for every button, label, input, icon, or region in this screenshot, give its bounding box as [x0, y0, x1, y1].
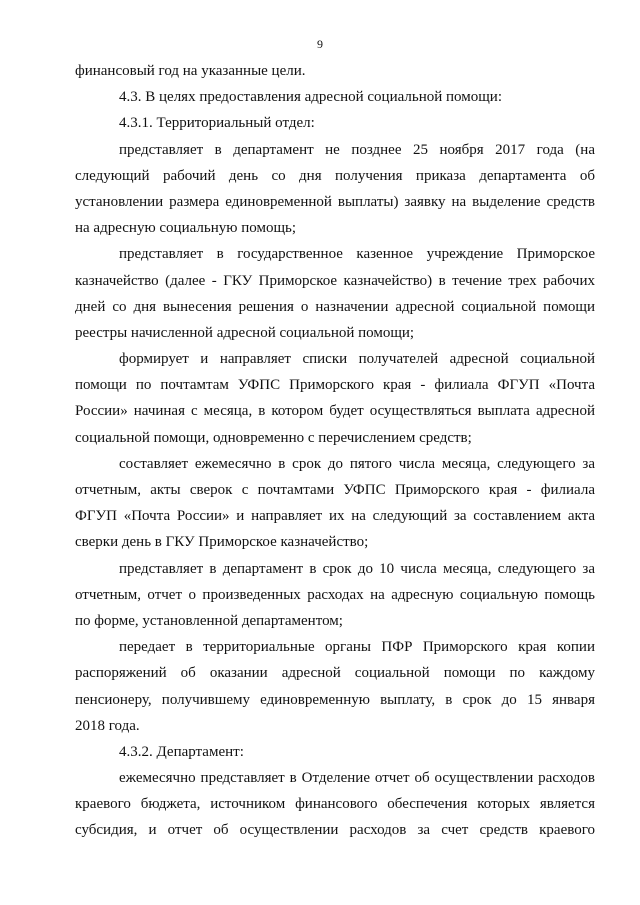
text-line: реестры начисленной адресной социальной помощи; — [75, 324, 415, 341]
text-line: казначейство (далее - ГКУ Приморское казначейство) в течение трех рабочих — [75, 272, 595, 289]
text-line: социальной помощи, одновременно с перечислением средств; — [75, 429, 472, 446]
text-line: распоряжений об оказании адресной социальной помощи по каждому — [75, 665, 595, 682]
text-line: на адресную социальную помощь; — [75, 220, 297, 237]
text-line: следующий рабочий день со дня получения приказа департамента об — [75, 167, 595, 184]
text-line: отчетным, акты сверок с почтамтами УФПС Приморского края - филиала — [75, 482, 595, 498]
text-line: 2018 года. — [75, 717, 140, 734]
text-line: 4.3. В целях предоставления адресной социальной помощи: — [119, 89, 502, 106]
text-line: формирует и направляет списки получателей адресной социальной — [119, 351, 595, 368]
text-line: помощи по почтамтам УФПС Приморского края - филиала ФГУП «Почта — [75, 377, 595, 394]
text-line: сверки день в ГКУ Приморское казначейство; — [75, 534, 369, 551]
text-line: составляет ежемесячно в срок до пятого числа месяца, следующего за — [119, 455, 595, 472]
text-line: 4.3.1. Территориальный отдел: — [119, 115, 315, 132]
text-line: представляет в департамент в срок до 10 числа месяца, следующего за — [119, 560, 595, 577]
text-line: по форме, установленной департаментом; — [75, 612, 343, 629]
text-line: краевого бюджета, источником финансового обеспечения которых является — [75, 796, 595, 813]
page-number: 9 — [317, 37, 323, 51]
text-line: субсидия, и отчет об осуществлении расходов за счет средств краевого — [75, 822, 595, 839]
text-line: представляет в департамент не позднее 25 ноября 2017 года (на — [119, 141, 595, 158]
text-line: ФГУП «Почта России» и направляет их на следующий за составлением акта — [75, 508, 595, 525]
text-line: России» начиная с месяца, в котором будет осуществляться выплата адресной — [75, 403, 595, 420]
text-line: 4.3.2. Департамент: — [119, 743, 244, 760]
text-line: пенсионеру, получившему единовременную выплату, в срок до 15 января — [75, 691, 595, 708]
text-line: установлении размера единовременной выплаты) заявку на выделение средств — [75, 193, 595, 210]
text-line: финансовый год на указанные цели. — [75, 63, 306, 79]
text-line: представляет в государственное казенное учреждение Приморское — [119, 246, 595, 263]
document-body — [75, 58, 595, 844]
text-line: ежемесячно представляет в Отделение отчет об осуществлении расходов — [119, 770, 595, 787]
text-line: отчетным, отчет о произведенных расходах на адресную социальную помощь — [75, 586, 595, 603]
text-line: дней со дня вынесения решения о назначении адресной социальной помощи — [75, 298, 595, 315]
text-line: передает в территориальные органы ПФР Приморского края копии — [119, 639, 595, 656]
